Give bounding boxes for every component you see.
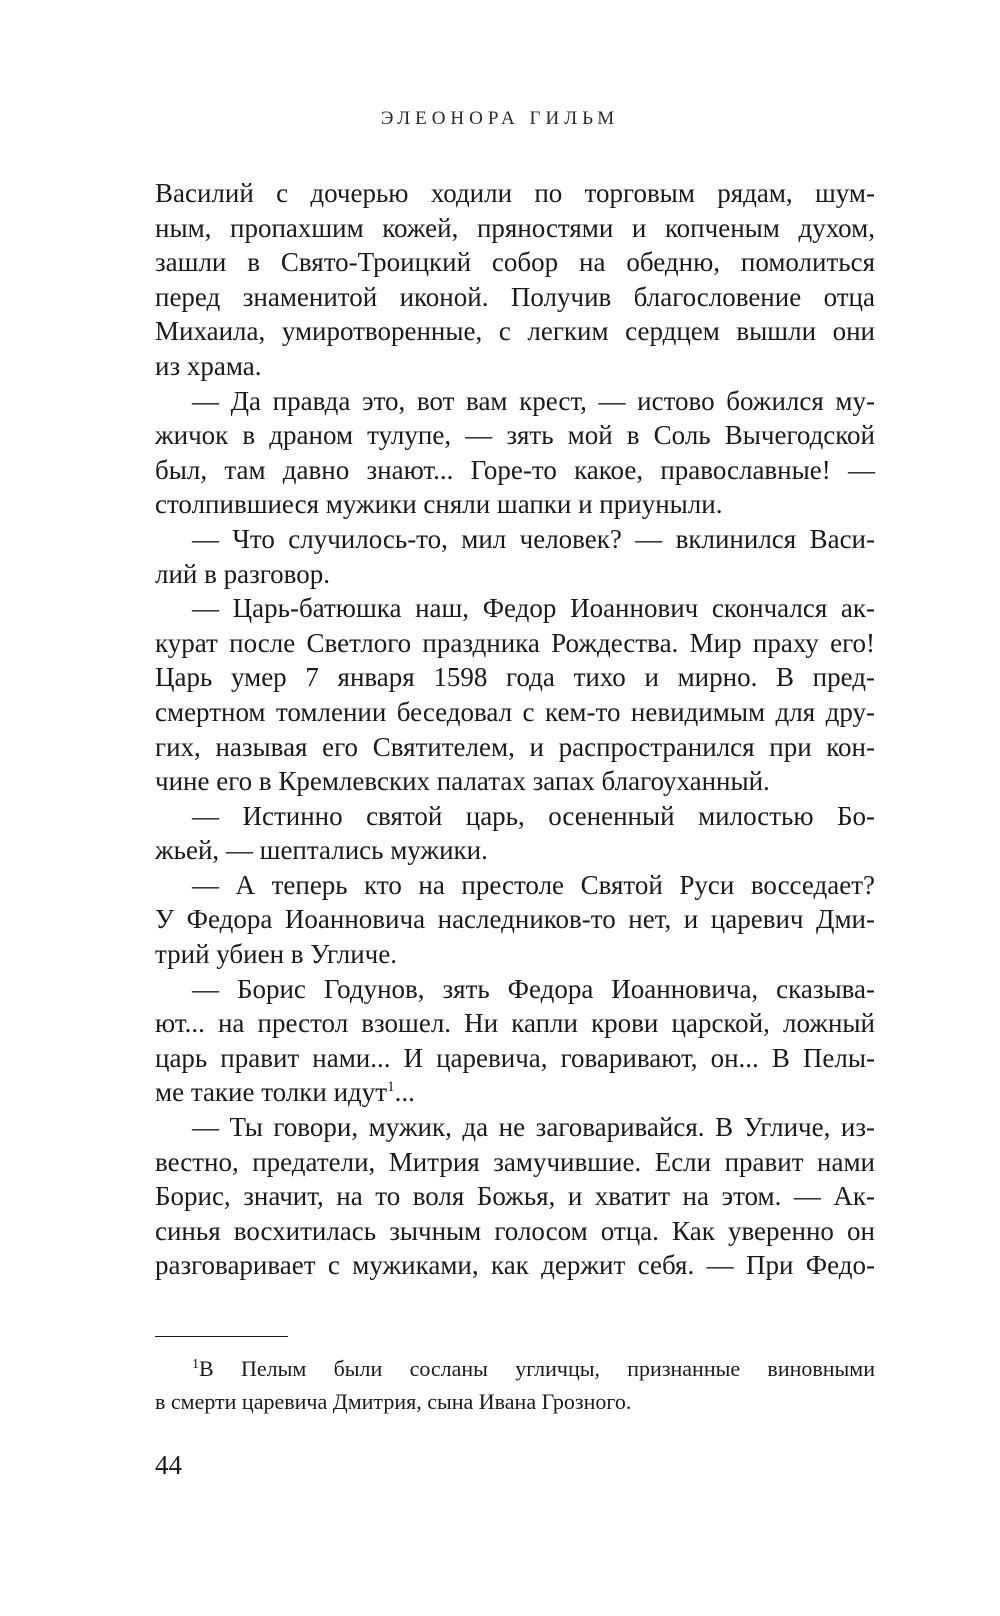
text-line: трий убиен в Угличе. [155,939,397,970]
text-line: — Истинно святой царь, осененный милостью Бо- [192,800,875,831]
text-line: жьей, — шептались мужики. [155,835,488,866]
text-line: — Царь-батюшка наш, Федор Иоаннович скончался ак- [192,593,875,624]
page-number: 44 [155,1450,182,1480]
text-line: вестно, предатели, Митрия замучившие. Если правит нами [155,1146,875,1177]
footnote-divider [155,1336,288,1337]
text-line: — Ты говори, мужик, да не заговаривайся. В Угличе, из- [192,1112,875,1143]
text-line-with-footnote [155,1075,875,1110]
text-line: Михаила, умиротворенные, с легким сердцем вышли они [155,316,875,347]
text-line: смертном томлении беседовал с кем-то невидимым для дру- [155,696,875,727]
text-line: синья восхитилась зычным голосом отца. Как уверенно он [155,1215,875,1246]
text-line: — Да правда это, вот вам крест, — истово божился му- [192,385,875,416]
text-line: чине его в Кремлевских палатах запах благоуханный. [155,766,770,797]
text-line: Борис, значит, на то воля Божья, и хватит на этом. — Ак- [155,1181,875,1212]
text-line: лий в разговор. [155,558,330,589]
text-line: Царь умер 7 января 1598 года тихо и мирно. В пред- [155,662,875,693]
text-line: ным, пропахшим кожей, пряностями и копченым духом, [155,212,875,243]
text-line: Василий с дочерью ходили по торговым рядам, шум- [155,178,875,208]
text-line: был, там давно знают... Горе-то какое, православные! — [155,454,875,485]
text-line-content: ме такие толки идут [155,1077,388,1108]
footnote-reference: 1 [387,1079,395,1096]
text-line: ют... на престол взошел. Ни капли крови царской, ложный [155,1008,875,1039]
text-line: царь правит нами... И царевича, говаривают, он... В Пелы- [155,1042,875,1073]
text-line: перед знаменитой иконой. Получив благословение отца [155,281,875,312]
text-line: — Что случилось-то, мил человек? — вклинился Васи- [192,523,875,554]
text-line-ellipsis: ... [394,1077,415,1108]
footnote-line [155,1352,875,1385]
text-line: разговаривает с мужиками, как держит себя. — При Федо- [155,1250,875,1281]
text-line: столпившиеся мужики сняли шапки и приуныли. [155,489,723,520]
text-line: — А теперь кто на престоле Святой Руси восседает? [192,869,875,900]
footnote-line: в смерти царевича Дмитрия, сына Ивана Грозного. [155,1389,632,1414]
text-line: — Борис Годунов, зять Федора Иоанновича, сказыва- [192,973,875,1004]
text-line: зашли в Свято-Троицкий собор на обедню, помолиться [155,247,875,278]
body-text [155,176,875,1283]
text-line: гих, называя его Святителем, и распространился при кон- [155,731,875,762]
text-line: жичок в драном тулупе, — зять мой в Соль Вычегодской [155,420,875,451]
text-line: У Федора Иоанновича наследников-то нет, и царевич Дми- [155,904,875,935]
running-header-author: ЭЛЕОНОРА ГИЛЬМ [380,108,620,129]
text-line: курат после Светлого праздника Рождества. Мир праху его! [155,627,875,658]
footnote-marker: 1 [192,1357,199,1372]
text-line: из храма. [155,350,262,381]
footnote [155,1352,875,1418]
footnote-text: В Пелым были сосланы угличцы, признанные виновными [199,1356,875,1381]
